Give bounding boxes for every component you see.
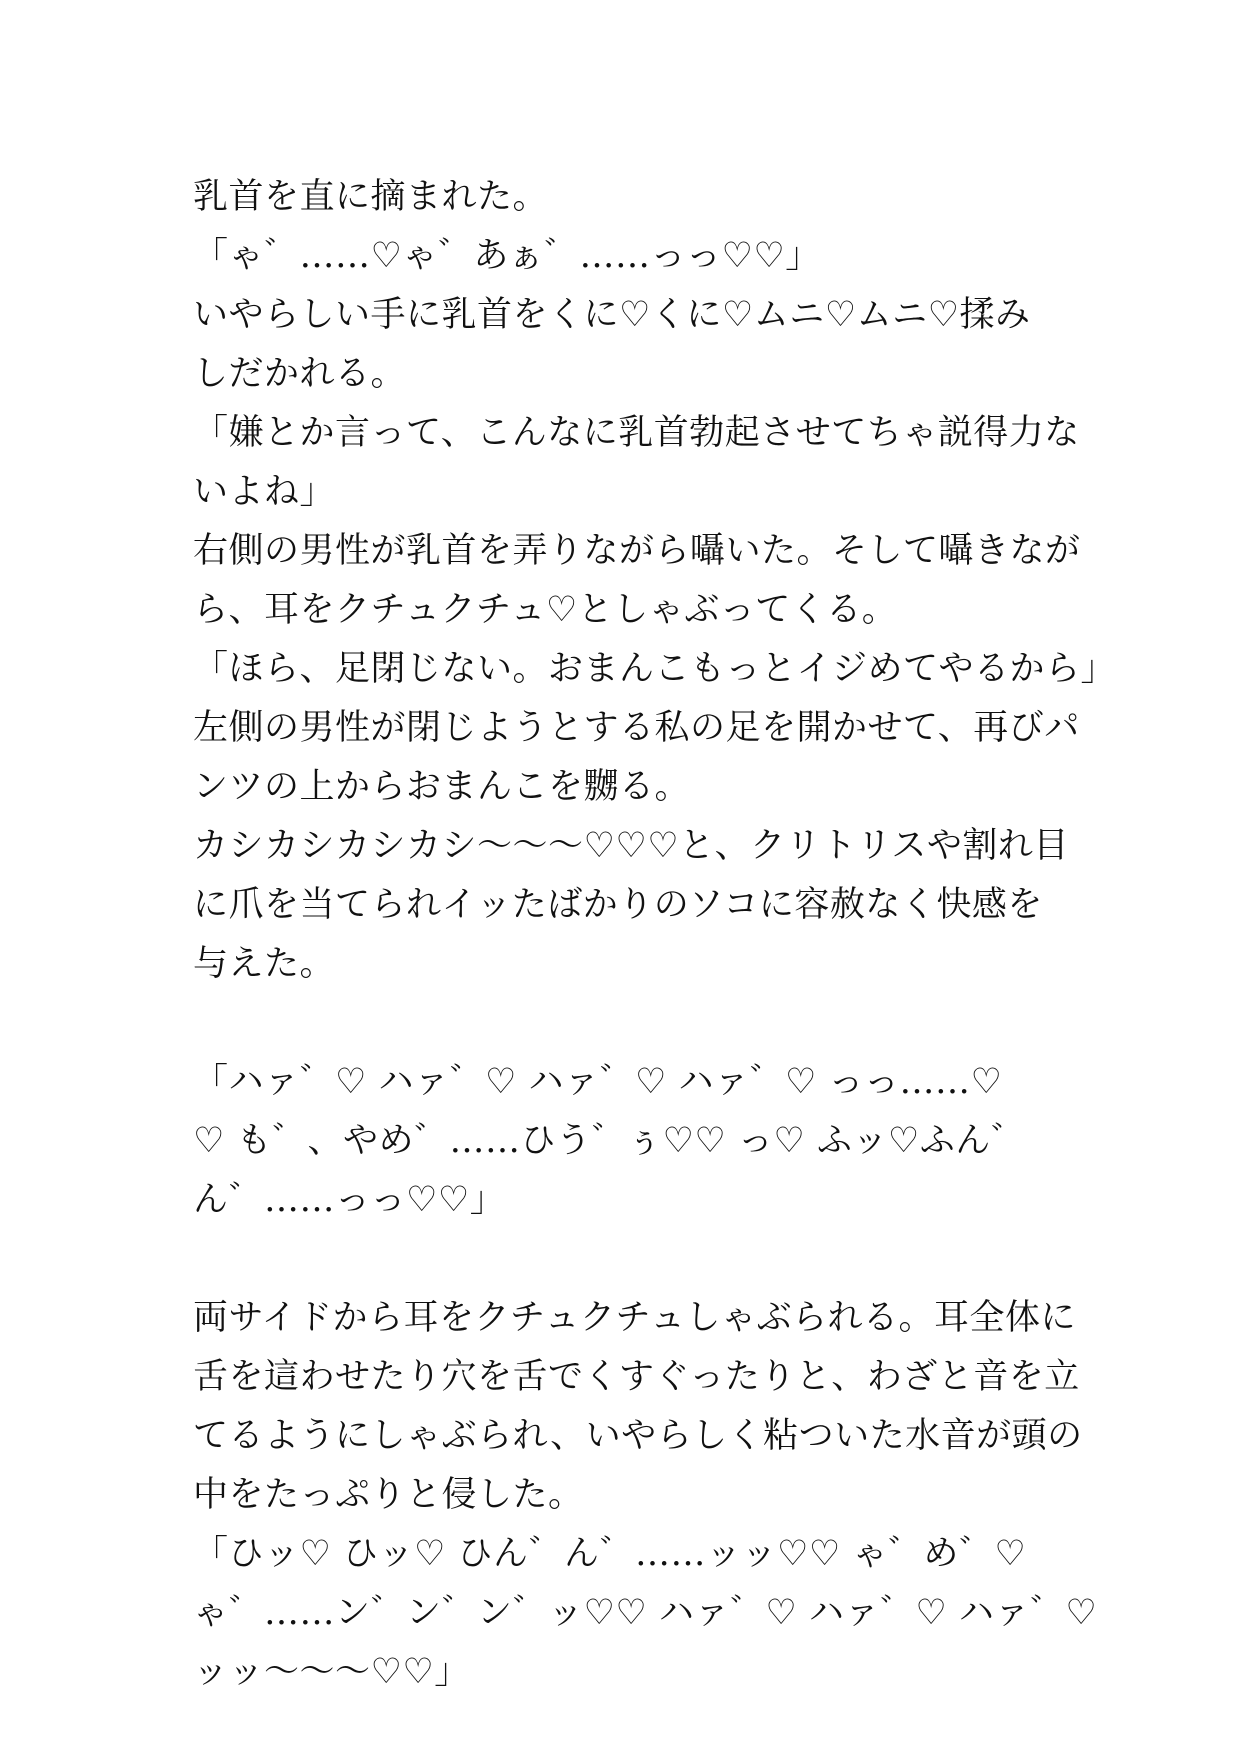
text-line: 中をたっぷりと侵した。 bbox=[193, 1475, 584, 1515]
text-line: ♡ も゛、やめ゛……ひう゛ぅ♡♡ っ♡ ふッ♡ふん゛ bbox=[193, 1121, 1027, 1161]
text-line: に爪を当てられイッたばかりのソコに容赦なく快感を bbox=[193, 885, 1043, 925]
text-line: 左側の男性が閉じようとする私の足を開かせて、再びパ bbox=[193, 708, 1080, 748]
text-line: しだかれる。 bbox=[193, 354, 407, 394]
document-body bbox=[193, 168, 1117, 1708]
text-line: 「ハァ゛♡ ハァ゛♡ ハァ゛♡ ハァ゛♡ っっ……♡ bbox=[193, 1062, 1003, 1102]
text-line: 舌を這わせたり穴を舌でくすぐったりと、わざと音を立 bbox=[193, 1357, 1080, 1397]
text-line: 「ほら、足閉じない。おまんこもっとイジめてやるから」 bbox=[193, 649, 1117, 689]
text-line: 「嫌とか言って、こんなに乳首勃起させてちゃ説得力な bbox=[193, 413, 1080, 453]
text-line: カシカシカシカシ〜〜〜♡♡♡と、クリトリスや割れ目 bbox=[193, 826, 1069, 866]
text-line: いよね」 bbox=[193, 472, 336, 512]
text-line: ら、耳をクチュクチュ♡としゃぶってくる。 bbox=[193, 590, 898, 630]
text-line: 「ひッ♡ ひッ♡ ひん゛ん゛……ッッ♡♡ ゃ゛め゛♡ bbox=[193, 1534, 1027, 1574]
text-line: 「ゃ゛……♡ゃ゛あぁ゛……っっ♡♡」 bbox=[193, 236, 821, 276]
text-line: ん゛……っっ♡♡」 bbox=[193, 1180, 506, 1220]
text-line: 右側の男性が乳首を弄りながら囁いた。そして囁きなが bbox=[193, 531, 1081, 571]
text-line: 乳首を直に摘まれた。 bbox=[193, 177, 549, 217]
text-line: ゃ゛……ン゛ン゛ン゛ッ♡♡ ハァ゛♡ ハァ゛♡ ハァ゛♡ bbox=[193, 1593, 1098, 1633]
text-line: ッッ〜〜〜♡♡」 bbox=[193, 1652, 470, 1692]
text-line: 両サイドから耳をクチュクチュしゃぶられる。耳全体に bbox=[193, 1298, 1076, 1338]
text-line: ンツの上からおまんこを嬲る。 bbox=[193, 767, 691, 807]
text-line: てるようにしゃぶられ、いやらしく粘ついた水音が頭の bbox=[193, 1416, 1083, 1456]
text-line: 与えた。 bbox=[193, 944, 336, 984]
text-line: いやらしい手に乳首をくに♡くに♡ムニ♡ムニ♡揉み bbox=[193, 295, 1031, 335]
